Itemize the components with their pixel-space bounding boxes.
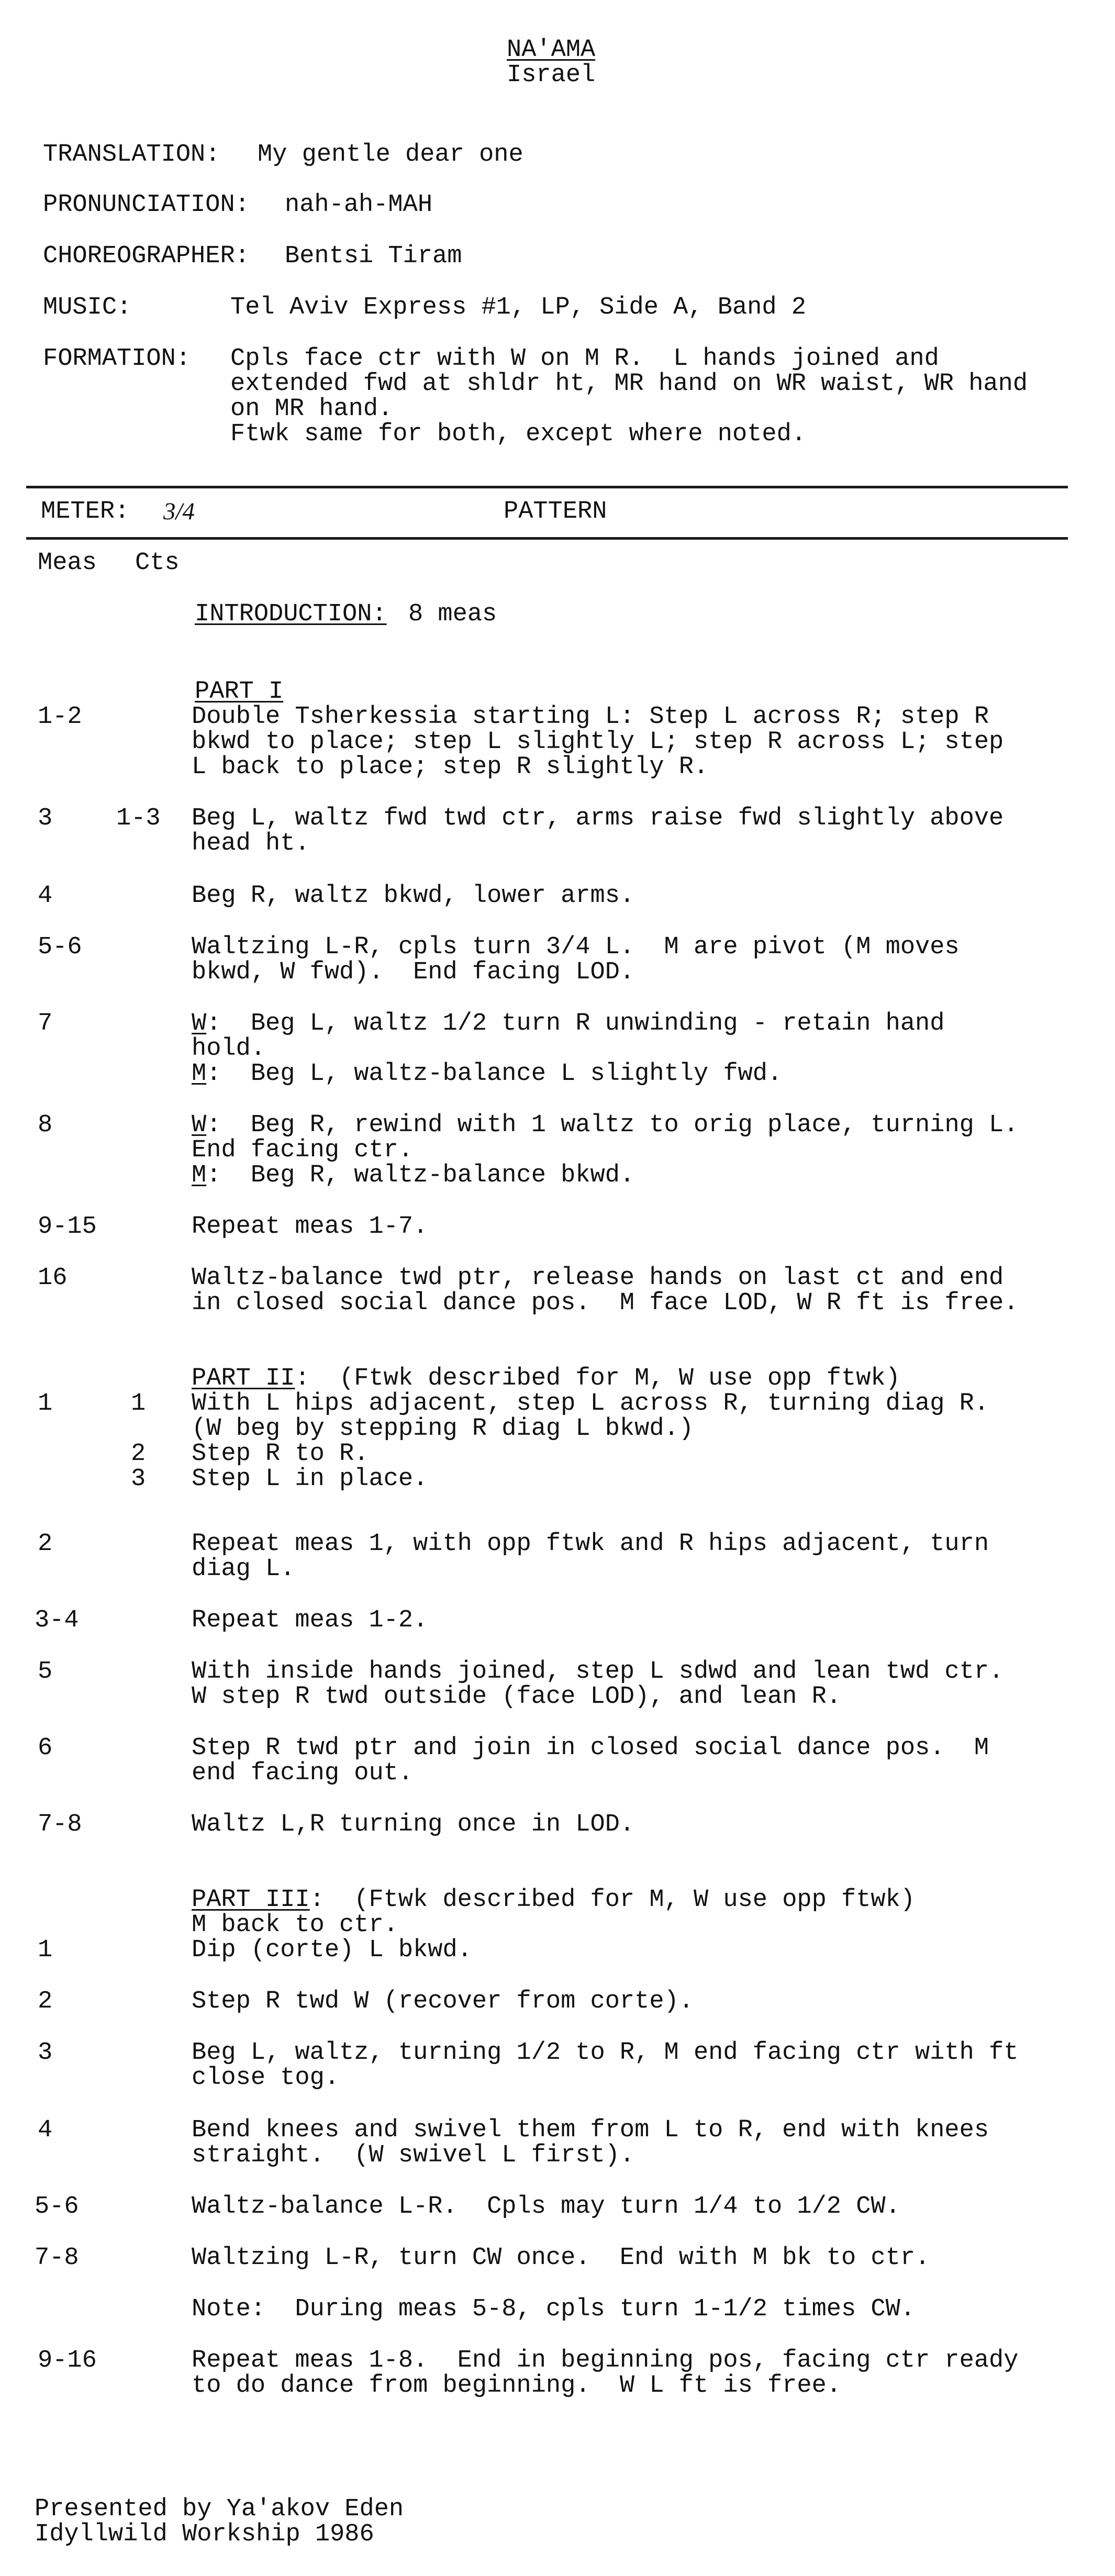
counts: 2 (131, 1440, 146, 1468)
step-line: hold. (192, 1035, 266, 1063)
step-line: Dip (corte) L bkwd. (192, 1936, 472, 1964)
meas-number: 5-6 (38, 933, 82, 961)
workshop-credit: Idyllwild Workship 1986 (35, 2521, 374, 2548)
meas-number: 4 (38, 882, 53, 910)
women-marker: W (192, 1010, 207, 1038)
step-line: Step R twd W (recover from corte). (192, 1988, 694, 2015)
meas-number: 9-16 (38, 2347, 97, 2374)
choreographer-label: CHOREOGRAPHER: (43, 242, 250, 270)
formation-line: Cpls face ctr with W on M R. L hands joined and (230, 345, 939, 373)
step-line: Repeat meas 1-8. End in beginning pos, facing ctr ready (192, 2347, 1019, 2374)
counts: 3 (131, 1465, 146, 1493)
translation-value: My gentle dear one (258, 141, 523, 169)
pronunciation-value: nah-ah-MAH (285, 191, 433, 219)
introduction-text: 8 meas (408, 600, 497, 628)
step-line (192, 1061, 782, 1087)
pronunciation-label: PRONUNCIATION: (43, 191, 250, 219)
column-meas: Meas (38, 549, 97, 577)
step-line: (W beg by stepping R diag L bkwd.) (192, 1415, 694, 1443)
step-line: W step R twd outside (face LOD), and lean R. (192, 1683, 842, 1711)
part2-note: : (Ftwk described for M, W use opp ftwk) (295, 1365, 900, 1392)
step-line: Step R twd ptr and join in closed social dance pos. M (192, 1734, 989, 1762)
meas-number: 3 (38, 2039, 53, 2067)
men-marker: M (192, 1060, 207, 1088)
women-text: : Beg L, waltz 1/2 turn R unwinding - retain hand (206, 1010, 945, 1038)
step-line (192, 1010, 944, 1037)
meas-number: 6 (38, 1734, 53, 1762)
counts: 1-3 (116, 805, 161, 832)
step-line: Waltz-balance L-R. Cpls may turn 1/4 to 1/2 CW. (192, 2193, 900, 2221)
dance-origin: Israel (507, 61, 596, 89)
men-text: : Beg L, waltz-balance L slightly fwd. (206, 1060, 783, 1088)
step-line: in closed social dance pos. M face LOD, W R ft is free. (192, 1289, 1019, 1317)
music-value: Tel Aviv Express #1, LP, Side A, Band 2 (230, 294, 806, 321)
step-line: bkwd to place; step L slightly L; step R across L; step (192, 728, 1004, 756)
meas-number: 4 (38, 2116, 53, 2144)
step-line: Waltz-balance twd ptr, release hands on last ct and end (192, 1264, 1004, 1292)
step-line: Waltzing L-R, turn CW once. End with M bk to ctr. (192, 2244, 930, 2272)
meas-number: 16 (38, 1264, 68, 1292)
pattern-header: PATTERN (504, 498, 607, 526)
step-line (192, 1112, 1018, 1139)
music-label: MUSIC: (43, 294, 132, 321)
step-line: With inside hands joined, step L sdwd and lean twd ctr. (192, 1658, 1004, 1686)
step-line: head ht. (192, 830, 310, 857)
step-line: With L hips adjacent, step L across R, turning diag R. (192, 1390, 989, 1418)
formation-label: FORMATION: (43, 345, 191, 373)
top-rule (26, 486, 1068, 488)
formation-line: on MR hand. (230, 395, 393, 423)
part1-heading: PART I (195, 678, 284, 706)
pattern-note: Note: During meas 5-8, cpls turn 1-1/2 times CW. (192, 2295, 916, 2323)
step-line (192, 1162, 634, 1189)
step-line: Double Tsherkessia starting L: Step L across R; step R (192, 703, 989, 731)
meas-number: 5 (38, 1658, 53, 1686)
counts: 1 (131, 1390, 146, 1418)
meas-number: 9-15 (38, 1213, 97, 1241)
formation-line: extended fwd at shldr ht, MR hand on WR waist, WR hand (230, 370, 1028, 398)
step-line: End facing ctr. (192, 1136, 414, 1164)
choreographer-value: Bentsi Tiram (285, 242, 462, 270)
step-line: Beg L, waltz, turning 1/2 to R, M end facing ctr with ft (192, 2039, 1019, 2067)
meter-value: 3/4 (163, 498, 195, 525)
meas-number: 1 (38, 1936, 53, 1964)
formation-line: Ftwk same for both, except where noted. (230, 420, 806, 448)
meas-number: 1-2 (38, 703, 82, 731)
step-line: Beg L, waltz fwd twd ctr, arms raise fwd slightly above (192, 805, 1004, 832)
step-line: bkwd, W fwd). End facing LOD. (192, 958, 635, 986)
women-text: : Beg R, rewind with 1 waltz to orig place, turning L. (206, 1111, 1019, 1139)
step-line: Waltz L,R turning once in LOD. (192, 1811, 635, 1838)
step-line: to do dance from beginning. W L ft is free. (192, 2372, 842, 2400)
step-line: end facing out. (192, 1759, 414, 1787)
step-line: Beg R, waltz bkwd, lower arms. (192, 882, 635, 910)
meas-number: 3 (38, 805, 53, 832)
step-line: Repeat meas 1-2. (192, 1607, 428, 1634)
step-line: Waltzing L-R, cpls turn 3/4 L. M are pivot (M moves (192, 933, 960, 961)
women-marker: W (192, 1111, 207, 1139)
meas-number: 2 (38, 1530, 53, 1558)
introduction-label: INTRODUCTION: (195, 600, 387, 628)
step-line: Step R to R. (192, 1440, 369, 1468)
part2-heading (192, 1365, 900, 1392)
part3-heading (192, 1887, 915, 1913)
presenter-credit: Presented by Ya'akov Eden (35, 2495, 404, 2523)
dance-title: NA'AMA (507, 36, 596, 64)
step-line: Repeat meas 1-7. (192, 1213, 428, 1241)
step-line: Repeat meas 1, with opp ftwk and R hips adjacent, turn (192, 1530, 989, 1558)
step-line: L back to place; step R slightly R. (192, 753, 709, 781)
part3-note: : (Ftwk described for M, W use opp ftwk) (309, 1886, 916, 1914)
meter-label: METER: (41, 498, 130, 526)
men-text: : Beg R, waltz-balance bkwd. (206, 1162, 635, 1189)
meas-number: 3-4 (35, 1607, 79, 1634)
part3-heading-line2: M back to ctr. (192, 1911, 398, 1939)
step-line: close tog. (192, 2064, 340, 2092)
men-marker: M (192, 1162, 207, 1189)
meas-number: 2 (38, 1988, 53, 2015)
bottom-rule (26, 537, 1068, 540)
part3-title: PART III (192, 1886, 310, 1914)
meas-number: 7-8 (38, 1811, 82, 1838)
meas-number: 7-8 (35, 2244, 79, 2272)
meas-number: 8 (38, 1111, 53, 1139)
meas-number: 1 (38, 1390, 53, 1418)
step-line: diag L. (192, 1555, 295, 1583)
column-cts: Cts (135, 549, 180, 577)
meas-number: 7 (38, 1010, 53, 1038)
step-line: Bend knees and swivel them from L to R, end with knees (192, 2116, 989, 2144)
translation-label: TRANSLATION: (43, 141, 220, 169)
step-line: Step L in place. (192, 1465, 428, 1493)
step-line: straight. (W swivel L first). (192, 2142, 635, 2169)
meas-number: 5-6 (35, 2193, 79, 2221)
part2-title: PART II (192, 1365, 295, 1392)
